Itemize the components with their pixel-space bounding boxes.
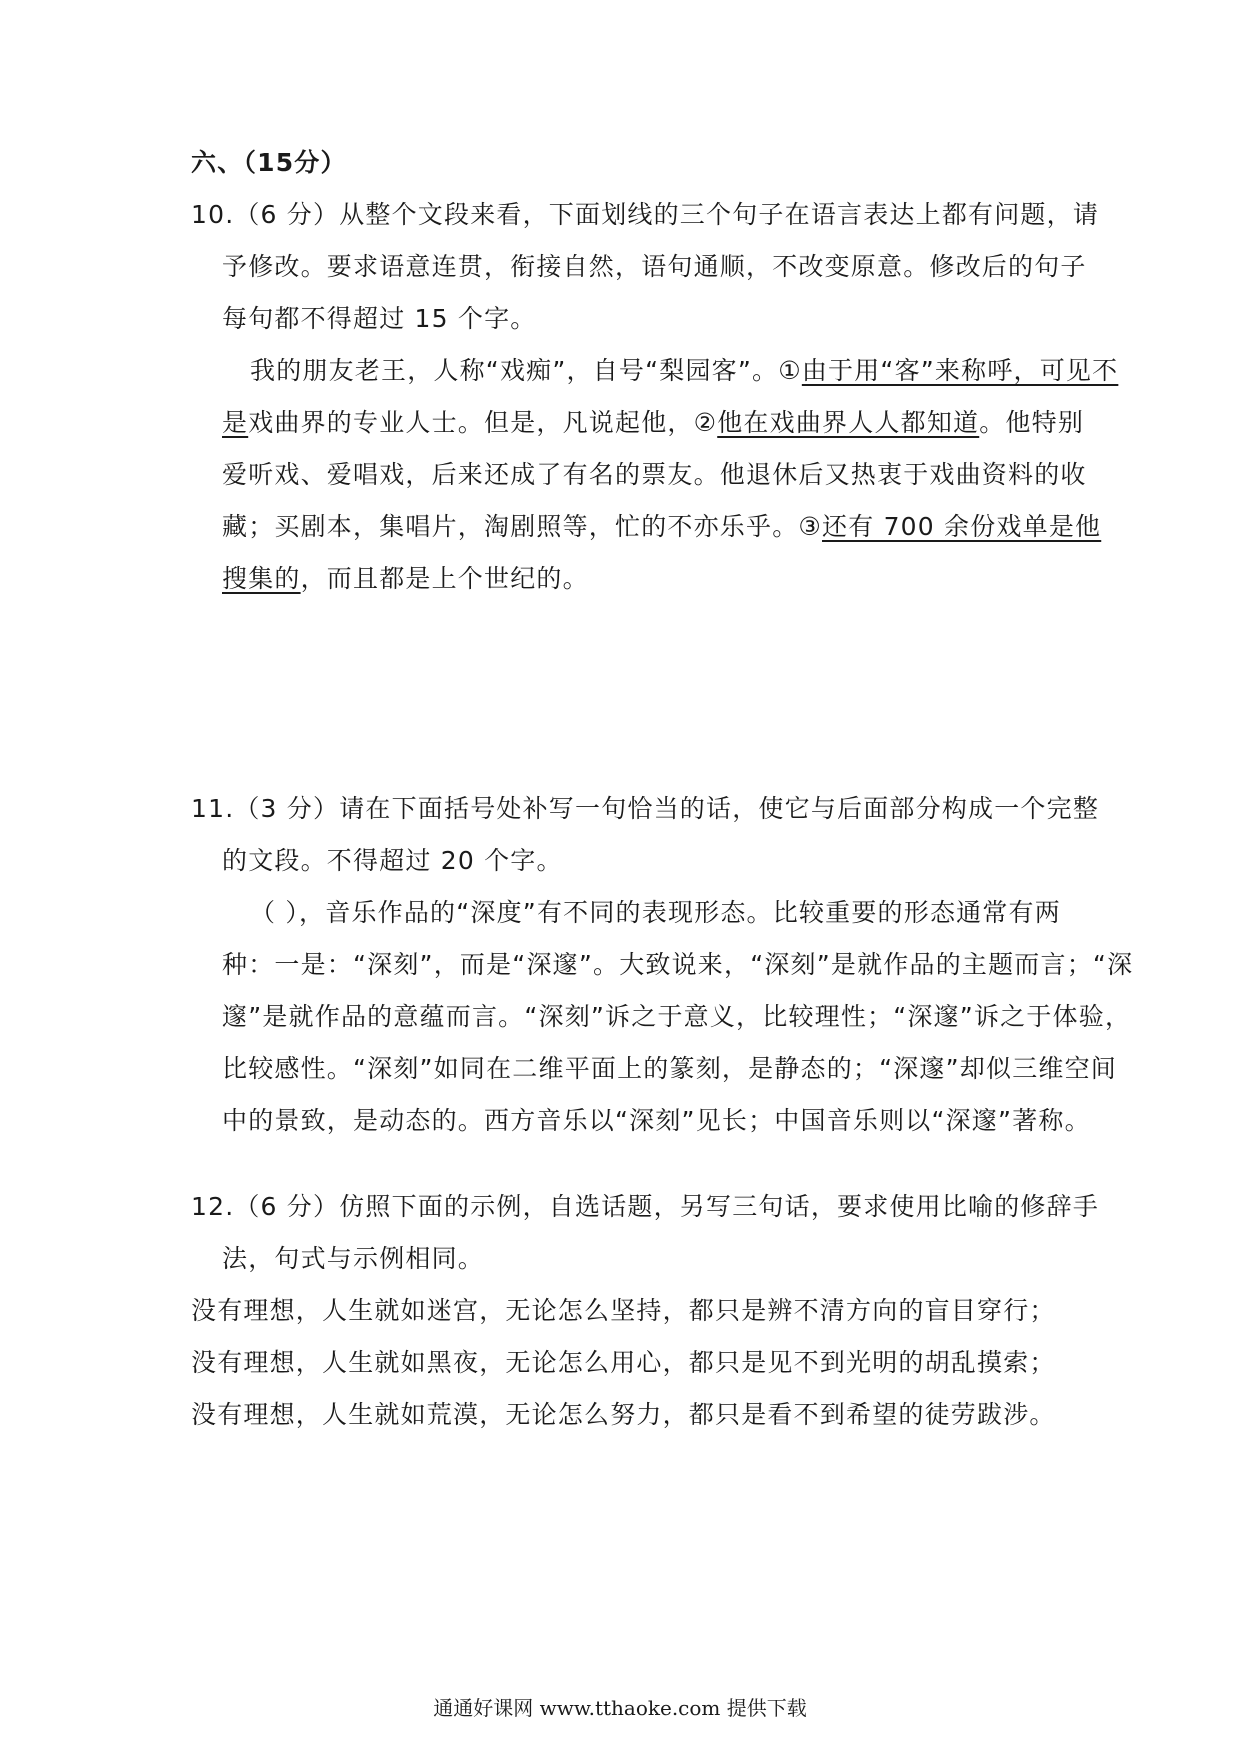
section-heading: 六、（15分） bbox=[191, 148, 347, 177]
underlined-sentence-3-end: 搜集的 bbox=[222, 564, 301, 593]
passage-text: 藏；买剧本，集唱片，淘剧照等，忙的不亦乐乎。③ bbox=[222, 512, 823, 541]
passage-text: ，而且都是上个世纪的。 bbox=[300, 564, 589, 593]
passage-text: 戏曲界的专业人士。但是，凡说起他，② bbox=[248, 408, 718, 437]
q11-prompt-line-2: 的文段。不得超过 20 个字。 bbox=[222, 846, 563, 875]
q10-passage-line-4 bbox=[222, 510, 1101, 544]
q11-passage-line-3: 邃”是就作品的意蕴而言。“深刻”诉之于意义，比较理性；“深邃”诉之于体验， bbox=[222, 1002, 1132, 1031]
passage-text: 我的朋友老王，人称“戏痴”，自号“梨园客”。① bbox=[250, 356, 802, 385]
q11-passage-line-4: 比较感性。“深刻”如同在二维平面上的篆刻，是静态的；“深邃”却似三维空间 bbox=[222, 1054, 1118, 1083]
underlined-sentence-1-end: 是 bbox=[222, 408, 249, 437]
underlined-sentence-2: 他在戏曲界人人都知道 bbox=[717, 408, 980, 437]
q12-example-3: 没有理想，人生就如荒漠，无论怎么努力，都只是看不到希望的徒劳跋涉。 bbox=[191, 1400, 1056, 1429]
q11-passage-line-2: 种：一是：“深刻”，而是“深邃”。大致说来，“深刻”是就作品的主题而言；“深 bbox=[222, 950, 1134, 979]
underlined-sentence-1: 由于用“客”来称呼，可见不 bbox=[801, 356, 1119, 385]
q12-prompt-line-1: 12.（6 分）仿照下面的示例，自选话题，另写三句话，要求使用比喻的修辞手 bbox=[191, 1192, 1100, 1221]
q10-prompt-line-2: 予修改。要求语意连贯，衔接自然，语句通顺，不改变原意。修改后的句子 bbox=[222, 252, 1087, 281]
q10-passage-line-5 bbox=[222, 562, 589, 596]
q11-prompt-line-1: 11.（3 分）请在下面括号处补写一句恰当的话，使它与后面部分构成一个完整 bbox=[191, 794, 1100, 823]
q10-prompt-line-1: 10.（6 分）从整个文段来看，下面划线的三个句子在语言表达上都有问题，请 bbox=[191, 200, 1100, 229]
q12-prompt-line-2: 法，句式与示例相同。 bbox=[222, 1244, 485, 1273]
q12-example-2: 没有理想，人生就如黑夜，无论怎么用心，都只是见不到光明的胡乱摸索； bbox=[191, 1348, 1056, 1377]
footer-download-notice: 通通好课网 www.tthaoke.com 提供下载 bbox=[433, 1696, 807, 1720]
q10-passage-line-2 bbox=[222, 406, 1084, 440]
passage-text: 。他特别 bbox=[979, 408, 1085, 437]
q12-example-1: 没有理想，人生就如迷宫，无论怎么坚持，都只是辨不清方向的盲目穿行； bbox=[191, 1296, 1056, 1325]
underlined-sentence-3: 还有 700 余份戏单是他 bbox=[822, 512, 1102, 541]
q11-passage-line-1: （ ），音乐作品的“深度”有不同的表现形态。比较重要的形态通常有两 bbox=[250, 898, 1061, 927]
q11-passage-line-5: 中的景致，是动态的。西方音乐以“深刻”见长；中国音乐则以“深邃”著称。 bbox=[222, 1106, 1091, 1135]
q10-prompt-line-3: 每句都不得超过 15 个字。 bbox=[222, 304, 537, 333]
q10-passage-line-3: 爱听戏、爱唱戏，后来还成了有名的票友。他退休后又热衷于戏曲资料的收 bbox=[222, 460, 1087, 489]
q10-passage-line-1 bbox=[250, 354, 1118, 388]
